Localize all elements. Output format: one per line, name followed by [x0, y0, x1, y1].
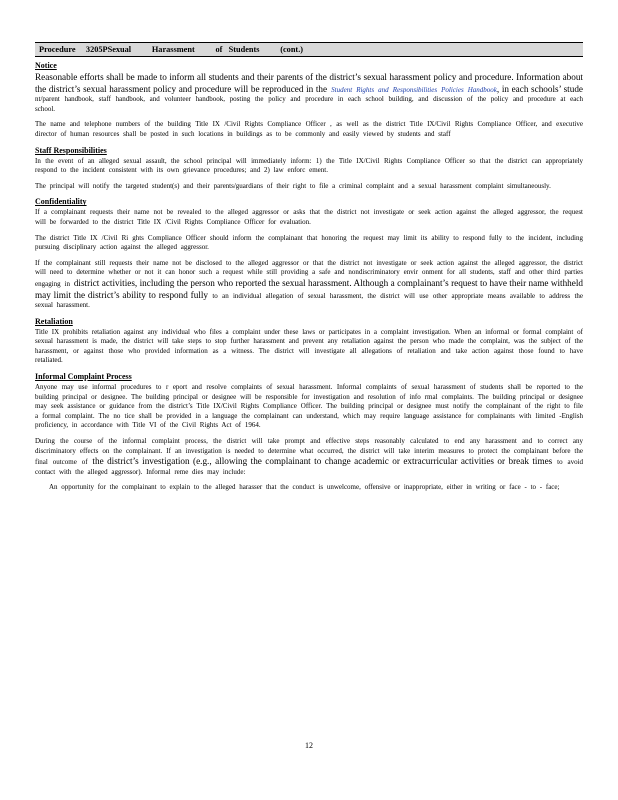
bullet-marker — [35, 483, 49, 493]
staff-responsibilities-section — [35, 146, 583, 192]
section-title-staff-responsibilities: Staff Responsibilities — [35, 145, 107, 155]
notice-paragraph-1: Reasonable efforts shall be made to inform all students and their parents of the district’s sexual harassment policy and procedure. Information about the district’s sexual harassment policy and procedure will be reproduced in the Student Rights and Responsibilities Policies Handbook, in each schools’ stude nt/parent handbook, staff handbook, and volunteer handbook, posting the policy and procedure in each school building, and discussion of the policy and procedure at each school. — [35, 72, 583, 113]
informal-paragraph-2: During the course of the informal complaint process, the district will take prompt and effective steps reasonably calculated to end any harassment and to correct any discriminatory effects on the complainant. If an investigation is needed to determine what occurred, the district will take interim measures to protect the complainant before the final outcome of the district’s investigation (e.g., allowing the complainant to change academic or extracurricular activities or break times to avoid contact with the alleged aggressor). Informal reme dies may include: — [35, 437, 584, 476]
procedure-header: Procedure 3205PSexual Harassment of Students (cont.) — [35, 42, 583, 57]
informal-complaint-section — [35, 372, 583, 493]
handbook-link[interactable]: Student Rights and Responsibilities Policies Handbook — [331, 85, 497, 94]
retaliation-section — [35, 317, 583, 366]
confidentiality-paragraph-2: The district Title IX /Civil Ri ghts Compliance Officer should inform the complainant that honoring the request may limit its ability to respond fully to the incident, including pursuing disciplinary action against the alleged aggressor. — [35, 233, 583, 252]
document-page — [35, 42, 583, 493]
staff-paragraph-2: The principal will notify the targeted student(s) and their parents/guardians of their right to file a criminal complaint and a sexual harassment complaint simultaneously. — [35, 181, 551, 190]
section-title-retaliation: Retaliation — [35, 316, 73, 326]
retaliation-paragraph-1: Title IX prohibits retaliation against any individual who files a complaint under these laws or participates in a complaint investigation. When an informal or formal complaint of sexual harassment is made, the district will take steps to stop further harassment and prevent any retaliation against the person who made the complaint, was the subject of the harassment, or against those who provided information as a witness. The district will investigate all allegations of retaliation and take action against those found to have retaliated. — [35, 327, 583, 365]
section-title-informal-complaint-process: Informal Complaint Process — [35, 372, 132, 382]
section-title-confidentiality: Confidentiality — [35, 197, 87, 207]
confidentiality-paragraph-1: If a complainant requests their name not be revealed to the alleged aggressor or asks that the district not investigate or seek action against the alleged aggressor, the request will be forwarded to the district Title IX /Civil Rights Compliance Officer for evaluation. — [35, 208, 583, 226]
list-item — [35, 483, 583, 493]
confidentiality-section — [35, 197, 583, 310]
informal-paragraph-1: Anyone may use informal procedures to r eport and resolve complaints of sexual harassment. Informal complaints of sexual harassment of students shall be reported to the building principal or designee. The building principal or designee will be responsible for investigation and resolution of info rmal complaints. The building principal or designee may seek assistance or guidance from the district’s Title IX/Civil Rights Compliance Officer. The building principal or designee must notify the complainant of the right to file a formal complaint. The no tice shall be provided in a language the complainant can understand, which may require language assistance for complainants with limited -English proficiency, in accordance with Title VI of the Civil Rights Act of 1964. — [35, 383, 583, 430]
page-number: 12 — [305, 741, 313, 750]
notice-section — [35, 61, 583, 140]
notice-paragraph-2: The name and telephone numbers of the building Title IX /Civil Rights Compliance Officer , as well as the district Title IX/Civil Rights Compliance Officer, and executive director of human resources shall be posted in such locations in buildings as to be commonly and easily viewed by students and staff — [35, 120, 583, 138]
confidentiality-paragraph-3: If the complainant still requests their name not be disclosed to the alleged aggressor or that the district not investigate or seek action against the alleged aggressor, the district will need to determine whether or not it can honor such a request while still providing a safe and nondiscriminatory envir onment for all students, staff and other third parties engaging in district activities, including the person who reported the sexual harassment. Although a complainant’s request to have their name withheld may limit the district’s ability to respond fully to an individual allegation of sexual harassment, the district will use other appropriate means available to address the sexual harassment. — [35, 258, 584, 310]
section-title-notice: Notice — [35, 61, 57, 70]
bullet-text: An opportunity for the complainant to explain to the alleged harasser that the conduct is unwelcome, offensive or inappropriate, either in writing or face - to - face; — [49, 483, 560, 492]
staff-paragraph-1: In the event of an alleged sexual assault, the school principal will immediately inform: 1) the Title IX/Civil Rights Compliance Officer so that the district can appropriately respond to the incident consistent with its own grievance procedures; and 2) law enforc ement. — [35, 156, 583, 175]
